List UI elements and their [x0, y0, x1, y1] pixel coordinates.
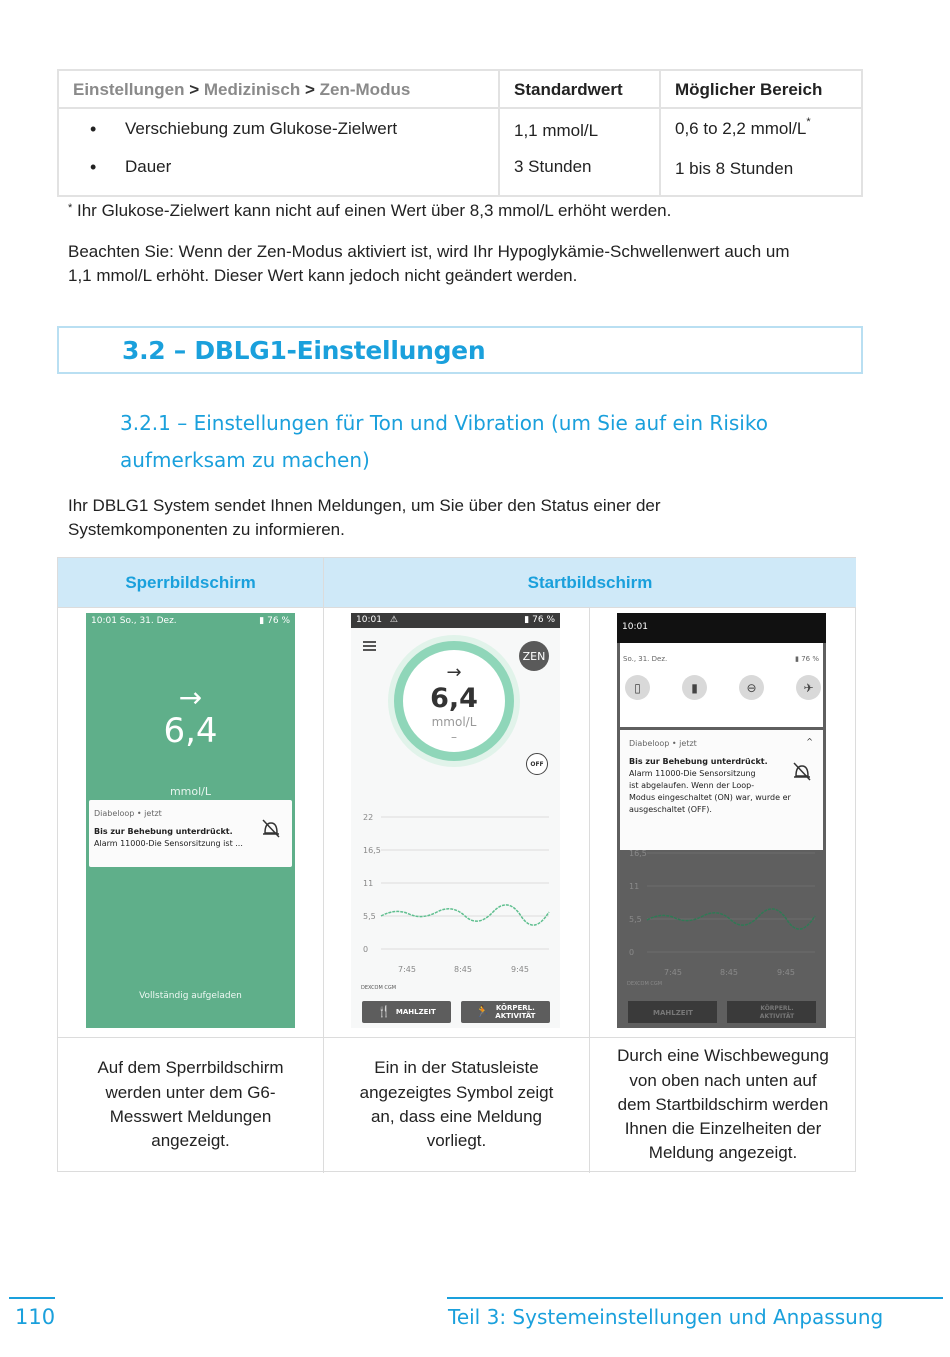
column-default-header: Standardwert — [499, 70, 660, 108]
status-datetime: 10:01 So., 31. Dez. — [91, 616, 177, 626]
glucose-value: 6,4 — [163, 711, 218, 751]
settings-defaults — [499, 108, 660, 196]
path-zen-mode: Zen-Modus — [319, 80, 411, 99]
setting-target-offset-label: • Verschiebung zum Glukose-Zielwert — [73, 119, 484, 157]
default-duration: 3 Stunden — [514, 157, 592, 176]
footnote-mark: * — [806, 116, 811, 128]
cgm-source-label: DEXCOM CGM — [627, 981, 663, 987]
header-lock-screen: Sperrbildschirm — [58, 558, 323, 607]
setting-duration-label: • Dauer — [73, 157, 484, 195]
y-tick-label: 5,5 — [363, 912, 376, 921]
notification-text: Alarm 11000-Die Sensorsitzung ist ... — [94, 839, 243, 848]
y-tick-label: 16,5 — [363, 846, 381, 855]
notification-line: Alarm 11000-Die Sensorsitzung — [629, 769, 756, 778]
footnote-text: Ihr Glukose-Zielwert kann nicht auf einen Wert über 8,3 mmol/L erhöht werden. — [72, 201, 672, 220]
range-target-offset — [675, 116, 847, 157]
menu-icon[interactable] — [363, 641, 376, 653]
quick-settings-panel — [620, 643, 823, 727]
settings-path — [58, 70, 499, 108]
caption-lock-screen — [58, 1038, 323, 1172]
subsection-title-line: aufmerksam zu machen) — [120, 448, 370, 472]
y-tick-label: 0 — [363, 945, 369, 954]
meal-button-label: MAHLZEIT — [653, 1009, 693, 1017]
footnote-mark: * — [68, 202, 73, 214]
notification-line: ist abgelaufen. Wenn der Loop- — [629, 781, 755, 790]
glucose-ring — [394, 641, 514, 761]
intro-line: Ihr DBLG1 System sendet Ihnen Meldungen, um Sie über den Status einer der — [68, 496, 661, 515]
notification-app: Diabeloop • jetzt — [94, 809, 162, 818]
loop-off-badge[interactable]: OFF — [526, 753, 548, 775]
phone-tile-icon[interactable]: ▯ — [625, 675, 650, 700]
caption-line: vorliegt. — [426, 1131, 487, 1151]
caption-line: dem Startbildschirm werden — [617, 1094, 829, 1114]
caption-line: Messwert Meldungen — [109, 1107, 272, 1126]
subsection-title — [120, 405, 800, 479]
x-tick-label: 9:45 — [777, 968, 795, 977]
caption-line: Ihnen die Einzelheiten der — [624, 1119, 822, 1139]
page-number: 110 — [15, 1305, 56, 1329]
activity-button-label: AKTIVITÄT — [495, 1012, 536, 1020]
caption-line: werden unter dem G6- — [105, 1082, 276, 1102]
status-time: 10:01 — [356, 615, 382, 625]
lock-notification[interactable] — [89, 800, 292, 867]
settings-ranges — [660, 108, 862, 196]
lock-screen-screenshot — [86, 613, 295, 1028]
muted-alarm-icon — [260, 817, 282, 839]
meal-button-label: MAHLZEIT — [395, 1008, 436, 1016]
y-tick-label: 22 — [363, 813, 374, 822]
caption-status-bar — [324, 1038, 589, 1172]
y-tick-label: 5,5 — [629, 915, 642, 924]
activity-button[interactable] — [461, 1001, 550, 1023]
activity-button-label: KÖRPERL. — [760, 1005, 794, 1012]
meal-button[interactable] — [362, 1001, 451, 1023]
default-target-offset: 1,1 mmol/L — [514, 121, 599, 140]
x-tick-label: 7:45 — [398, 965, 416, 974]
range-target-offset-value: 0,6 to 2,2 mmol/L — [675, 119, 807, 138]
x-tick-label: 7:45 — [664, 968, 682, 977]
airplane-tile-icon[interactable]: ✈ — [796, 675, 821, 700]
caption-line: angezeigt. — [151, 1131, 230, 1151]
section-header-box — [57, 326, 863, 374]
zen-note-line: Beachten Sie: Wenn der Zen-Modus aktiviert ist, wird Ihr Hypoglykämie-Schwellenwert auch um — [68, 242, 790, 261]
chapter-title: Teil 3: Systemeinstellungen und Anpassung — [448, 1305, 884, 1329]
battery-level: 76 % — [801, 655, 819, 663]
notification-line: Modus eingeschaltet (ON) war, wurde er — [629, 793, 791, 802]
x-tick-label: 8:45 — [720, 968, 738, 977]
notification-line: ausgeschaltet (OFF). — [629, 805, 712, 814]
battery-icon: ▮ — [259, 616, 265, 626]
battery-status — [259, 616, 290, 626]
glucose-unit: mmol/L — [169, 785, 212, 798]
notification-app: Diabeloop • jetzt — [629, 739, 697, 748]
path-settings: Einstellungen — [73, 80, 185, 99]
battery-level: 76 % — [267, 616, 290, 626]
section-title: 3.2 – DBLG1-Einstellungen — [122, 336, 486, 365]
shade-notification[interactable] — [620, 730, 823, 850]
intro-paragraph — [68, 494, 661, 542]
y-tick-label: 16,5 — [629, 850, 647, 858]
y-tick-label: 11 — [629, 882, 640, 891]
zen-note — [68, 240, 790, 288]
zen-mode-badge[interactable]: ZEN — [519, 641, 549, 671]
x-tick-label: 9:45 — [511, 965, 529, 974]
path-separator: > — [304, 80, 315, 99]
shade-time: 10:01 — [617, 613, 826, 643]
zen-note-line: 1,1 mmol/L erhöht. Dieser Wert kann jedoch nicht geändert werden. — [68, 266, 578, 285]
activity-button-label: KÖRPERL. — [495, 1004, 535, 1012]
status-bar — [351, 613, 560, 628]
notification-title: Bis zur Behebung unterdrückt. — [94, 827, 233, 836]
fork-knife-icon: 🍴 — [377, 1005, 391, 1018]
settings-labels — [58, 108, 499, 196]
caption-line: Durch eine Wischbewegung — [617, 1046, 829, 1066]
battery-status — [795, 655, 819, 663]
battery-icon: ▮ — [795, 655, 799, 663]
range-duration: 1 bis 8 Stunden — [675, 159, 794, 178]
intro-line: Systemkomponenten zu informieren. — [68, 520, 345, 539]
footer-rule-left — [9, 1297, 55, 1299]
settings-table — [57, 69, 863, 197]
notification-shade-screenshot — [617, 613, 826, 1028]
footer-rule-right — [447, 1297, 943, 1299]
header-home-screen: Startbildschirm — [324, 558, 856, 607]
charging-status: Vollständig aufgeladen — [139, 991, 242, 1001]
battery-icon: ▮ — [524, 615, 530, 625]
column-range-header: Möglicher Bereich — [660, 70, 862, 108]
running-icon: 🏃 — [475, 1005, 490, 1018]
caption-swipe-down — [590, 1038, 856, 1172]
caption-line: an, dass eine Meldung — [370, 1107, 543, 1126]
glucose-trend-line — [381, 905, 549, 925]
footnote — [68, 199, 671, 223]
glucose-value: 6,4 — [430, 683, 478, 714]
status-bar — [86, 613, 295, 629]
caption-line: von oben nach unten auf — [629, 1070, 817, 1090]
home-screen-screenshot — [351, 613, 560, 1028]
battery-level: 76 % — [532, 615, 555, 625]
notification-title: Bis zur Behebung unterdrückt. — [629, 757, 768, 766]
glucose-chart — [351, 808, 560, 988]
x-tick-label: 8:45 — [454, 965, 472, 974]
caption-line: Meldung angezeigt. — [648, 1143, 798, 1163]
activity-button-label: AKTIVITÄT — [759, 1013, 795, 1020]
notification-status-icon: ⚠ — [389, 615, 398, 625]
caption-line: angezeigtes Symbol zeigt — [359, 1082, 554, 1102]
muted-alarm-icon — [791, 760, 813, 782]
dimmed-glucose-chart — [617, 850, 826, 1028]
shade-date: So., 31. Dez. — [623, 655, 668, 663]
y-tick-label: 0 — [629, 948, 635, 957]
y-tick-label: 11 — [363, 879, 374, 888]
trend-arrow-icon: → — [446, 662, 462, 683]
screens-table — [57, 557, 856, 1172]
cgm-source-label: DEXCOM CGM — [361, 985, 397, 991]
trend-arrow-icon: → — [178, 681, 203, 714]
glucose-unit: mmol/L — [431, 715, 477, 729]
caption-line: Ein in der Statusleiste — [374, 1058, 539, 1078]
do-not-disturb-tile-icon[interactable]: ⊖ — [739, 675, 764, 700]
chevron-up-icon[interactable]: ^ — [806, 737, 813, 746]
battery-tile-icon[interactable]: ▮ — [682, 675, 707, 700]
path-separator: > — [189, 80, 200, 99]
glucose-dash: – — [451, 730, 457, 744]
subsection-title-line: 3.2.1 – Einstellungen für Ton und Vibration (um Sie auf ein Risiko — [120, 411, 768, 435]
path-medical: Medizinisch — [203, 80, 301, 99]
table-divider — [58, 607, 855, 608]
caption-line: Auf dem Sperrbildschirm — [97, 1058, 284, 1078]
battery-status — [524, 615, 555, 625]
